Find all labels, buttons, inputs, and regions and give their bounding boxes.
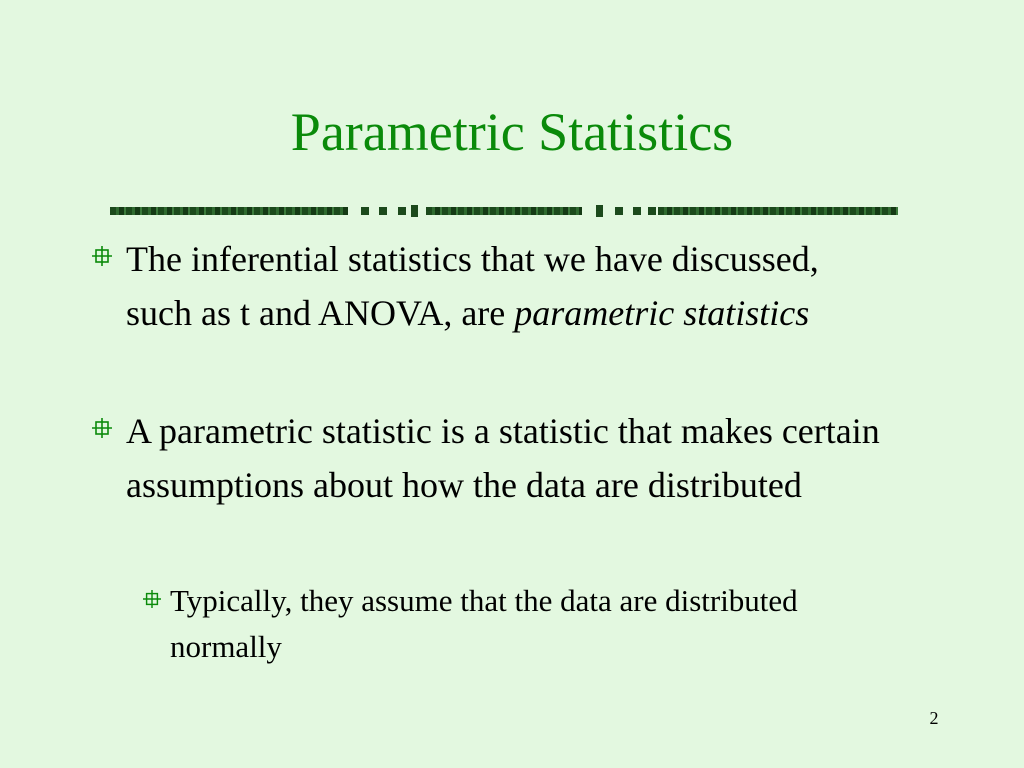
bullet-2 <box>126 404 906 512</box>
sub-bullet-1 <box>170 578 890 670</box>
divider-dot <box>615 207 623 215</box>
divider-segment <box>658 207 898 215</box>
divider-dot <box>398 207 406 215</box>
divider-segment <box>426 207 582 215</box>
divider-dot <box>633 207 641 215</box>
divider-dot <box>596 205 603 217</box>
divider-segment <box>110 207 348 215</box>
crosshair-square-bullet-icon <box>143 590 161 608</box>
crosshair-square-bullet-icon <box>92 418 112 438</box>
divider-dot <box>411 205 418 217</box>
bullet-1-emphasis: parametric statistics <box>514 293 810 333</box>
sub-bullet-1-text: Typically, they assume that the data are distributed normally <box>170 583 798 664</box>
title-divider <box>110 205 898 217</box>
divider-dot <box>648 207 656 215</box>
slide-title: Parametric Statistics <box>290 102 734 162</box>
page-number: 2 <box>929 708 939 728</box>
bullet-2-text: A parametric statistic is a statistic that makes certain assumptions about how the data are distributed <box>126 411 880 505</box>
crosshair-square-bullet-icon <box>92 246 112 266</box>
divider-dot <box>361 207 369 215</box>
bullet-1-text: The inferential statistics that we have discussed, such as t and ANOVA, are <box>126 239 819 333</box>
divider-dot <box>379 207 387 215</box>
bullet-1 <box>126 232 886 340</box>
